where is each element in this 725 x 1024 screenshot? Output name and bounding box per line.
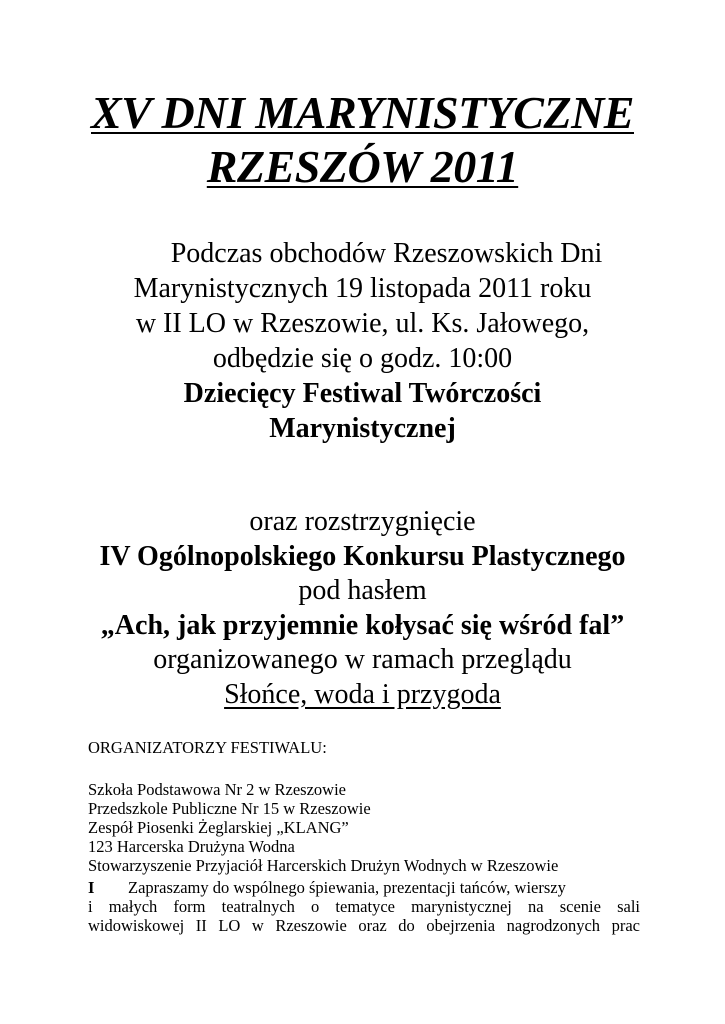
invitation-paragraph xyxy=(88,878,640,935)
paragraph-marker: I xyxy=(88,878,95,897)
invitation-line-1 xyxy=(88,878,640,897)
contest-motto: „Ach, jak przyjemnie kołysać się wśród fal” xyxy=(100,609,625,641)
organizer-item: Przedszkole Publiczne Nr 15 w Rzeszowie xyxy=(88,799,371,818)
festival-name-line-2: Marynistycznej xyxy=(269,413,456,444)
intro-line-2: Marynistycznych 19 listopada 2011 roku xyxy=(133,273,592,304)
contest-line-5: organizowanego w ramach przeglądu xyxy=(153,644,572,675)
contest-line-1: oraz rozstrzygnięcie xyxy=(249,506,476,537)
organizers-list xyxy=(88,780,640,875)
organizer-item: 123 Harcerska Drużyna Wodna xyxy=(88,837,295,856)
intro-paragraph xyxy=(60,236,665,446)
organizers-heading: ORGANIZATORZY FESTIWALU: xyxy=(88,738,327,757)
organizer-item: Szkoła Podstawowa Nr 2 w Rzeszowie xyxy=(88,780,346,799)
document-title-line-2: RZESZÓW 2011 xyxy=(206,141,519,192)
invitation-line-2: i małych form teatralnych o tematyce marynistycznej na scenie sali xyxy=(88,897,640,916)
invitation-line-3: widowiskowej II LO w Rzeszowie oraz do obejrzenia nagrodzonych prac xyxy=(88,916,640,935)
contest-paragraph xyxy=(40,505,685,712)
organizer-item: Stowarzyszenie Przyjaciół Harcerskich Drużyn Wodnych w Rzeszowie xyxy=(88,856,559,875)
contest-line-3: pod hasłem xyxy=(298,575,427,606)
document-title-line-1: XV DNI MARYNISTYCZNE xyxy=(91,87,634,138)
invitation-line-1-text: Zapraszamy do wspólnego śpiewania, prezentacji tańców, wierszy xyxy=(128,878,566,897)
festival-name-line-1: Dziecięcy Festiwal Twórczości xyxy=(183,378,542,409)
intro-line-1: Podczas obchodów Rzeszowskich Dni xyxy=(170,238,603,269)
organizer-item: Zespół Piosenki Żeglarskiej „KLANG” xyxy=(88,818,349,837)
intro-line-4: odbędzie się o godz. 10:00 xyxy=(212,343,513,374)
review-name: Słońce, woda i przygoda xyxy=(224,678,501,710)
contest-name: IV Ogólnopolskiego Konkursu Plastycznego xyxy=(99,540,626,572)
intro-line-3: w II LO w Rzeszowie, ul. Ks. Jałowego, xyxy=(135,308,590,339)
